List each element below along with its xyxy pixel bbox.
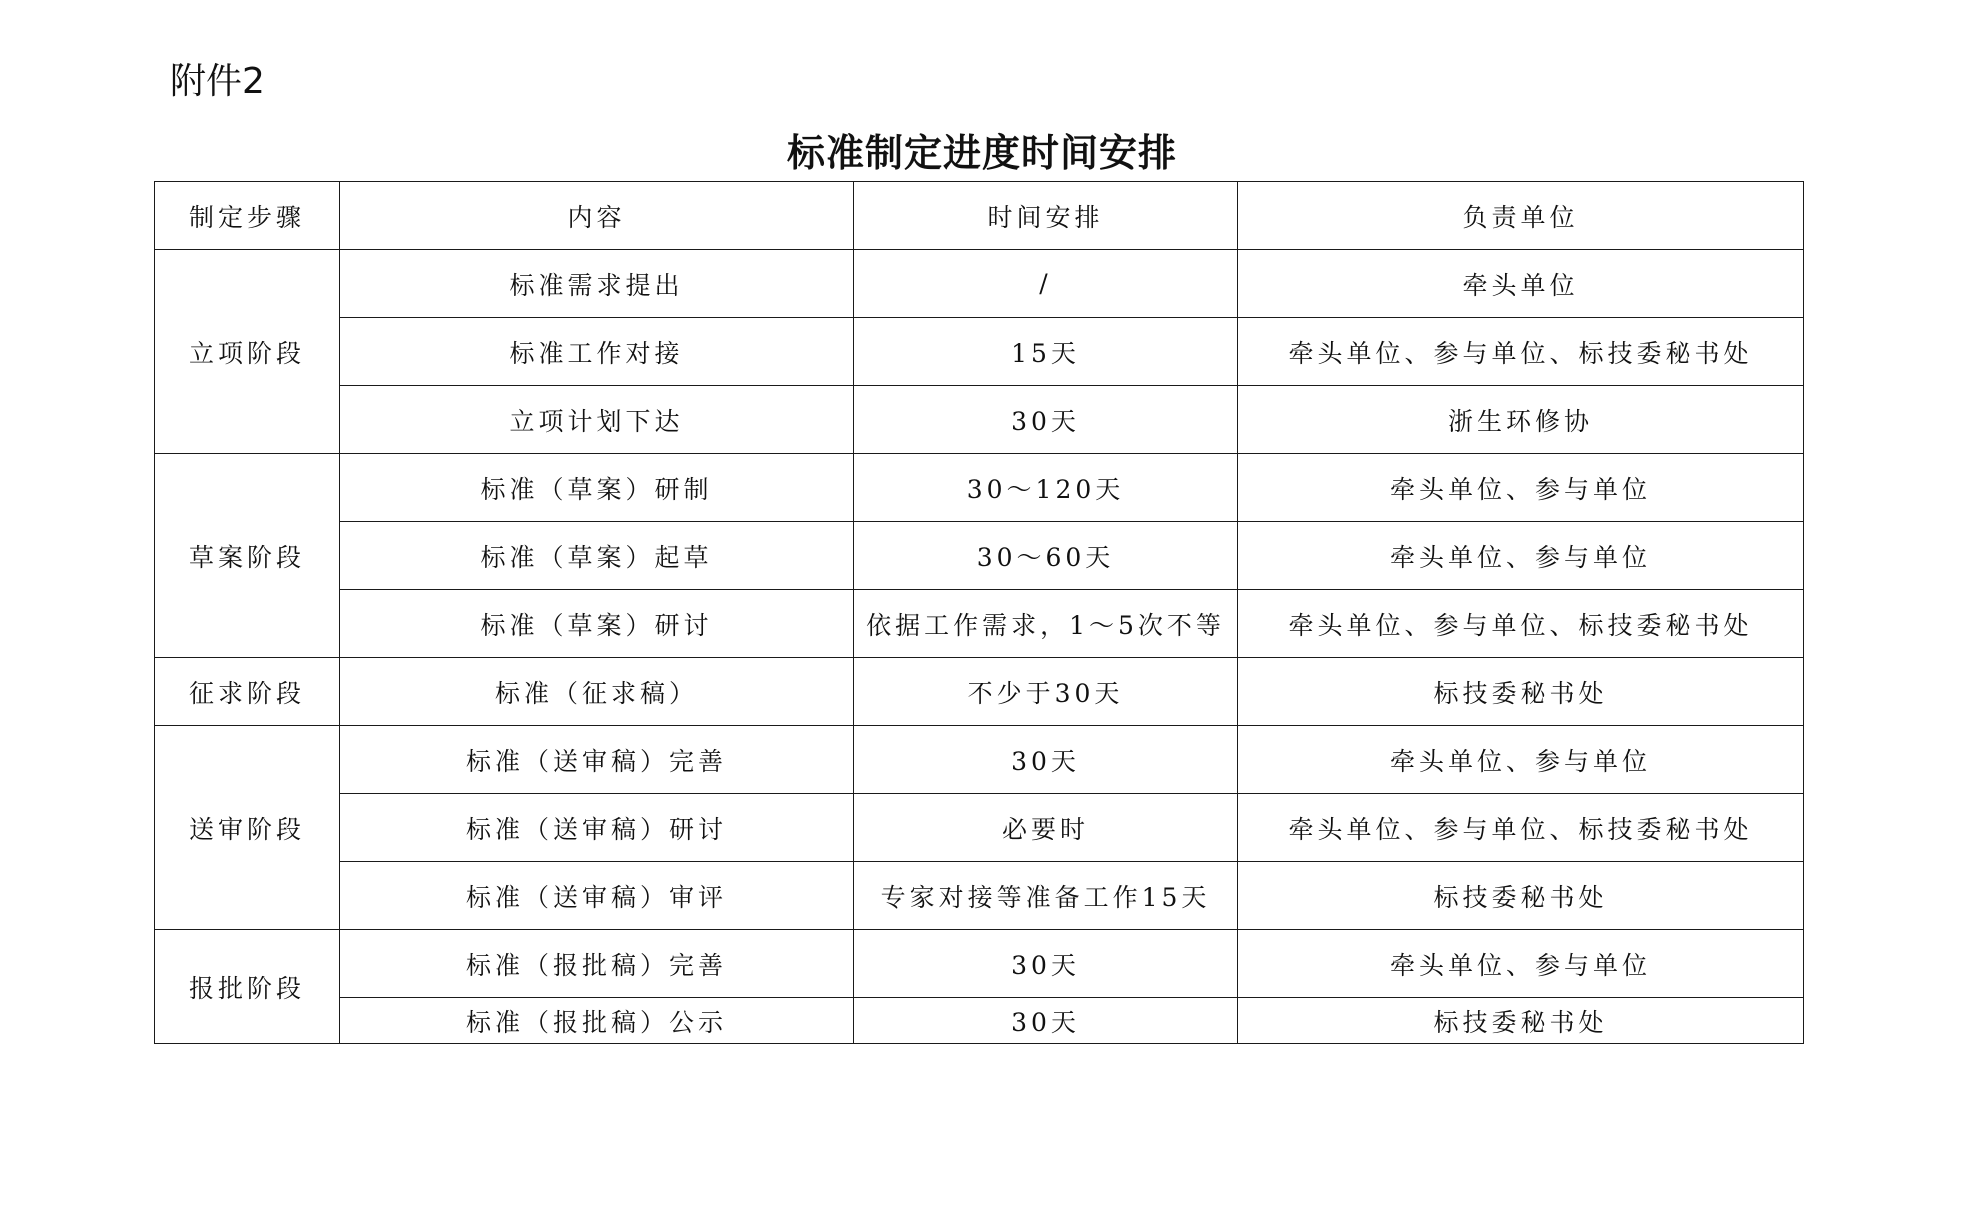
unit-cell: 浙生环修协: [1238, 386, 1804, 454]
time-cell: /: [854, 250, 1238, 318]
time-cell: 30～60天: [854, 522, 1238, 590]
header-cell-step: 制定步骤: [155, 182, 340, 250]
table-row: [155, 590, 1804, 658]
header-cell-content: 内容: [340, 182, 854, 250]
unit-cell: 牵头单位、参与单位、标技委秘书处: [1238, 590, 1804, 658]
time-cell: 30天: [854, 998, 1238, 1044]
unit-cell: 牵头单位、参与单位、标技委秘书处: [1238, 318, 1804, 386]
table-row: [155, 794, 1804, 862]
table-row: [155, 998, 1804, 1044]
unit-cell: 牵头单位、参与单位: [1238, 726, 1804, 794]
stage-cell: 立项阶段: [155, 250, 340, 454]
content-cell: 标准工作对接: [340, 318, 854, 386]
unit-cell: 牵头单位、参与单位、标技委秘书处: [1238, 794, 1804, 862]
table-row: [155, 930, 1804, 998]
stage-cell: 征求阶段: [155, 658, 340, 726]
header-cell-unit: 负责单位: [1238, 182, 1804, 250]
time-cell: 必要时: [854, 794, 1238, 862]
unit-cell: 牵头单位: [1238, 250, 1804, 318]
table-row: [155, 522, 1804, 590]
time-cell: 15天: [854, 318, 1238, 386]
content-cell: 标准（送审稿）完善: [340, 726, 854, 794]
content-cell: 立项计划下达: [340, 386, 854, 454]
content-cell: 标准（征求稿）: [340, 658, 854, 726]
time-cell: 30天: [854, 930, 1238, 998]
unit-cell: 牵头单位、参与单位: [1238, 454, 1804, 522]
stage-cell: 报批阶段: [155, 930, 340, 1044]
document-title: 标准制定进度时间安排: [786, 131, 1177, 175]
time-cell: 不少于30天: [854, 658, 1238, 726]
content-cell: 标准（报批稿）完善: [340, 930, 854, 998]
schedule-table: [154, 181, 1804, 1044]
unit-cell: 牵头单位、参与单位: [1238, 930, 1804, 998]
time-cell: 依据工作需求，1～5次不等: [854, 590, 1238, 658]
table-row: [155, 658, 1804, 726]
stage-cell: 送审阶段: [155, 726, 340, 930]
unit-cell: 牵头单位、参与单位: [1238, 522, 1804, 590]
content-cell: 标准（草案）研讨: [340, 590, 854, 658]
header-cell-time: 时间安排: [854, 182, 1238, 250]
unit-cell: 标技委秘书处: [1238, 998, 1804, 1044]
table-row: [155, 454, 1804, 522]
time-cell: 30天: [854, 386, 1238, 454]
time-cell: 专家对接等准备工作15天: [854, 862, 1238, 930]
content-cell: 标准（草案）起草: [340, 522, 854, 590]
header-row: [155, 182, 1804, 250]
time-cell: 30～120天: [854, 454, 1238, 522]
content-cell: 标准需求提出: [340, 250, 854, 318]
content-cell: 标准（送审稿）研讨: [340, 794, 854, 862]
content-cell: 标准（草案）研制: [340, 454, 854, 522]
table-row: [155, 726, 1804, 794]
content-cell: 标准（送审稿）审评: [340, 862, 854, 930]
unit-cell: 标技委秘书处: [1238, 658, 1804, 726]
table-row: [155, 250, 1804, 318]
attachment-label: 附件2: [170, 61, 265, 102]
unit-cell: 标技委秘书处: [1238, 862, 1804, 930]
time-cell: 30天: [854, 726, 1238, 794]
table-row: [155, 318, 1804, 386]
table-row: [155, 386, 1804, 454]
stage-cell: 草案阶段: [155, 454, 340, 658]
content-cell: 标准（报批稿）公示: [340, 998, 854, 1044]
table-row: [155, 862, 1804, 930]
